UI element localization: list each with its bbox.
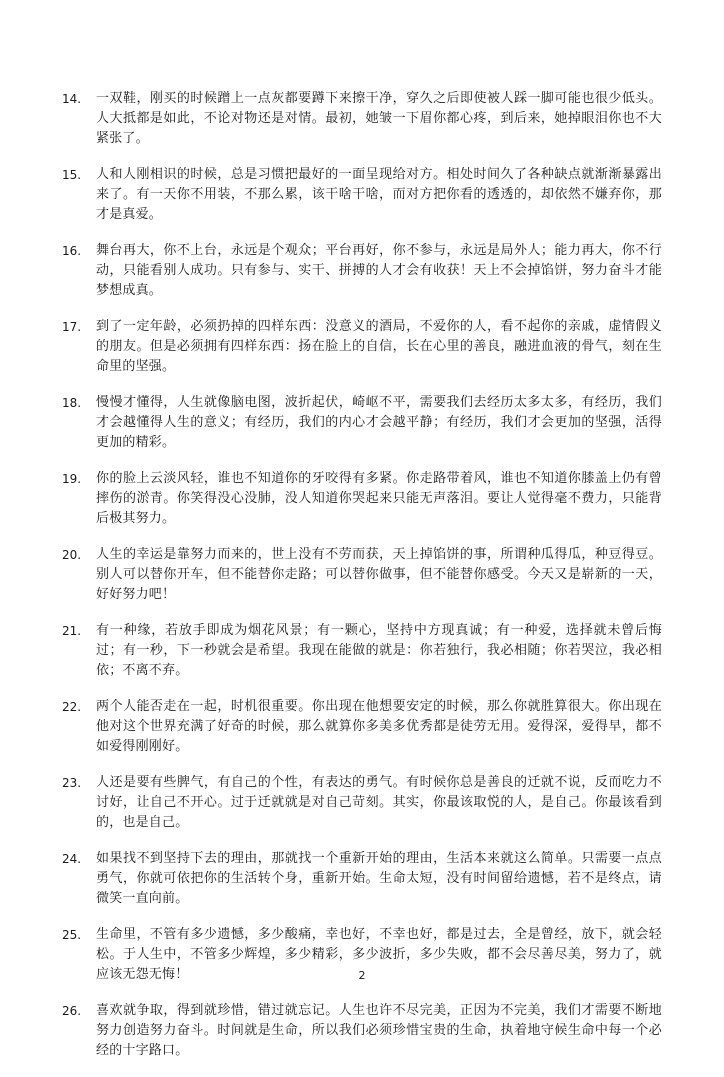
list-item (62, 1001, 662, 1061)
list-item (62, 545, 662, 605)
item-text: 舞台再大，你不上台，永远是个观众；平台再好，你不参与，永远是局外人；能力再大，你不行动，只能看别人成功。只有参与、实干、拼搏的人才会有收获！天上不会掉馅饼，努力奋斗才能梦想成真。 (96, 243, 662, 298)
item-text: 生命里，不管有多少遗憾，多少酸痛，幸也好，不幸也好，都是过去，全是曾经，放下，就会轻松。于人生中，不管多少辉煌，多少精彩，多少波折，多少失败，都不会尽善尽美，努力了，就应该无怨无悔！ (96, 927, 662, 982)
item-number: 17. (62, 320, 82, 334)
item-text: 人还是要有些脾气，有自己的个性，有表达的勇气。有时候你总是善良的迁就不说，反而吃力不讨好，让自己不开心。过于迁就就是对自己苛刻。其实，你最该取悦的人，是自己。你最该看到的，也是自己。 (96, 775, 662, 830)
item-number: 26. (62, 1004, 82, 1018)
numbered-list (62, 89, 662, 1077)
list-item (62, 469, 662, 529)
item-number: 19. (62, 472, 82, 486)
list-item (62, 849, 662, 909)
item-text: 慢慢才懂得，人生就像脑电图，波折起伏，崎岖不平，需要我们去经历太多太多，有经历，我们才会越懂得人生的意义；有经历，我们的内心才会越平静；有经历，我们才会更加的坚强，活得更加的精彩。 (96, 395, 662, 450)
page-number: 2 (358, 969, 366, 982)
item-text: 一双鞋，刚买的时候蹭上一点灰都要蹲下来擦干净，穿久之后即使被人踩一脚可能也很少低头。人大抵都是如此，不论对物还是对情。最初，她皱一下眉你都心疼，到后来，她掉眼泪你也不大紧张了。 (96, 91, 662, 146)
list-item (62, 393, 662, 453)
item-number: 20. (62, 548, 82, 562)
item-text: 喜欢就争取，得到就珍惜，错过就忘记。人生也许不尽完美，正因为不完美，我们才需要不断地努力创造努力奋斗。时间就是生命，所以我们必须珍惜宝贵的生命，执着地守候生命中每一个必经的十字路口。 (96, 1003, 662, 1058)
list-item (62, 317, 662, 377)
item-number: 21. (62, 624, 82, 638)
item-text: 人生的幸运是靠努力而来的，世上没有不劳而获，天上掉馅饼的事，所谓种瓜得瓜，种豆得豆。别人可以替你开车，但不能替你走路；可以替你做事，但不能替你感受。今天又是崭新的一天，好好努力吧！ (96, 547, 662, 602)
item-number: 23. (62, 776, 82, 790)
item-number: 15. (62, 168, 82, 182)
item-number: 22. (62, 700, 82, 714)
item-number: 24. (62, 852, 82, 866)
item-text: 如果找不到坚持下去的理由，那就找一个重新开始的理由，生活本来就这么简单。只需要一点点勇气，你就可依把你的生活转个身，重新开始。生命太短，没有时间留给遗憾，若不是终点，请微笑一直向前。 (96, 851, 662, 906)
item-number: 25. (62, 928, 82, 942)
list-item (62, 621, 662, 681)
item-number: 18. (62, 396, 82, 410)
item-number: 14. (62, 92, 82, 106)
item-text: 有一种缘，若放手即成为烟花风景；有一颗心，坚持中方现真诚；有一种爱，选择就未曾后悔过；有一秒，下一秒就会是希望。我现在能做的就是：你若独行，我必相随；你若哭泣，我必相依；不离不弃。 (96, 623, 662, 678)
item-text: 两个人能否走在一起，时机很重要。你出现在他想要安定的时候，那么你就胜算很大。你出现在他对这个世界充满了好奇的时候，那么就算你多美多优秀都是徒劳无用。爱得深，爱得早，都不如爱得刚刚好。 (96, 699, 662, 754)
item-text: 人和人刚相识的时候，总是习惯把最好的一面呈现给对方。相处时间久了各种缺点就渐渐暴露出来了。有一天你不用装，不那么累，该干啥干啥，而对方把你看的透透的，却依然不嫌弃你，那才是真爱。 (96, 167, 662, 222)
list-item (62, 89, 662, 149)
list-item (62, 773, 662, 833)
list-item (62, 697, 662, 757)
item-number: 16. (62, 244, 82, 258)
item-text: 到了一定年龄，必须扔掉的四样东西：没意义的酒局，不爱你的人，看不起你的亲戚，虚情假义的朋友。但是必须拥有四样东西：扬在脸上的自信，长在心里的善良，融进血液的骨气，刻在生命里的坚强。 (96, 319, 662, 374)
list-item (62, 241, 662, 301)
item-text: 你的脸上云淡风轻，谁也不知道你的牙咬得有多紧。你走路带着风，谁也不知道你膝盖上仍有曾摔伤的淤青。你笑得没心没肺，没人知道你哭起来只能无声落泪。要让人觉得毫不费力，只能背后极其努力。 (96, 471, 662, 526)
list-item (62, 165, 662, 225)
